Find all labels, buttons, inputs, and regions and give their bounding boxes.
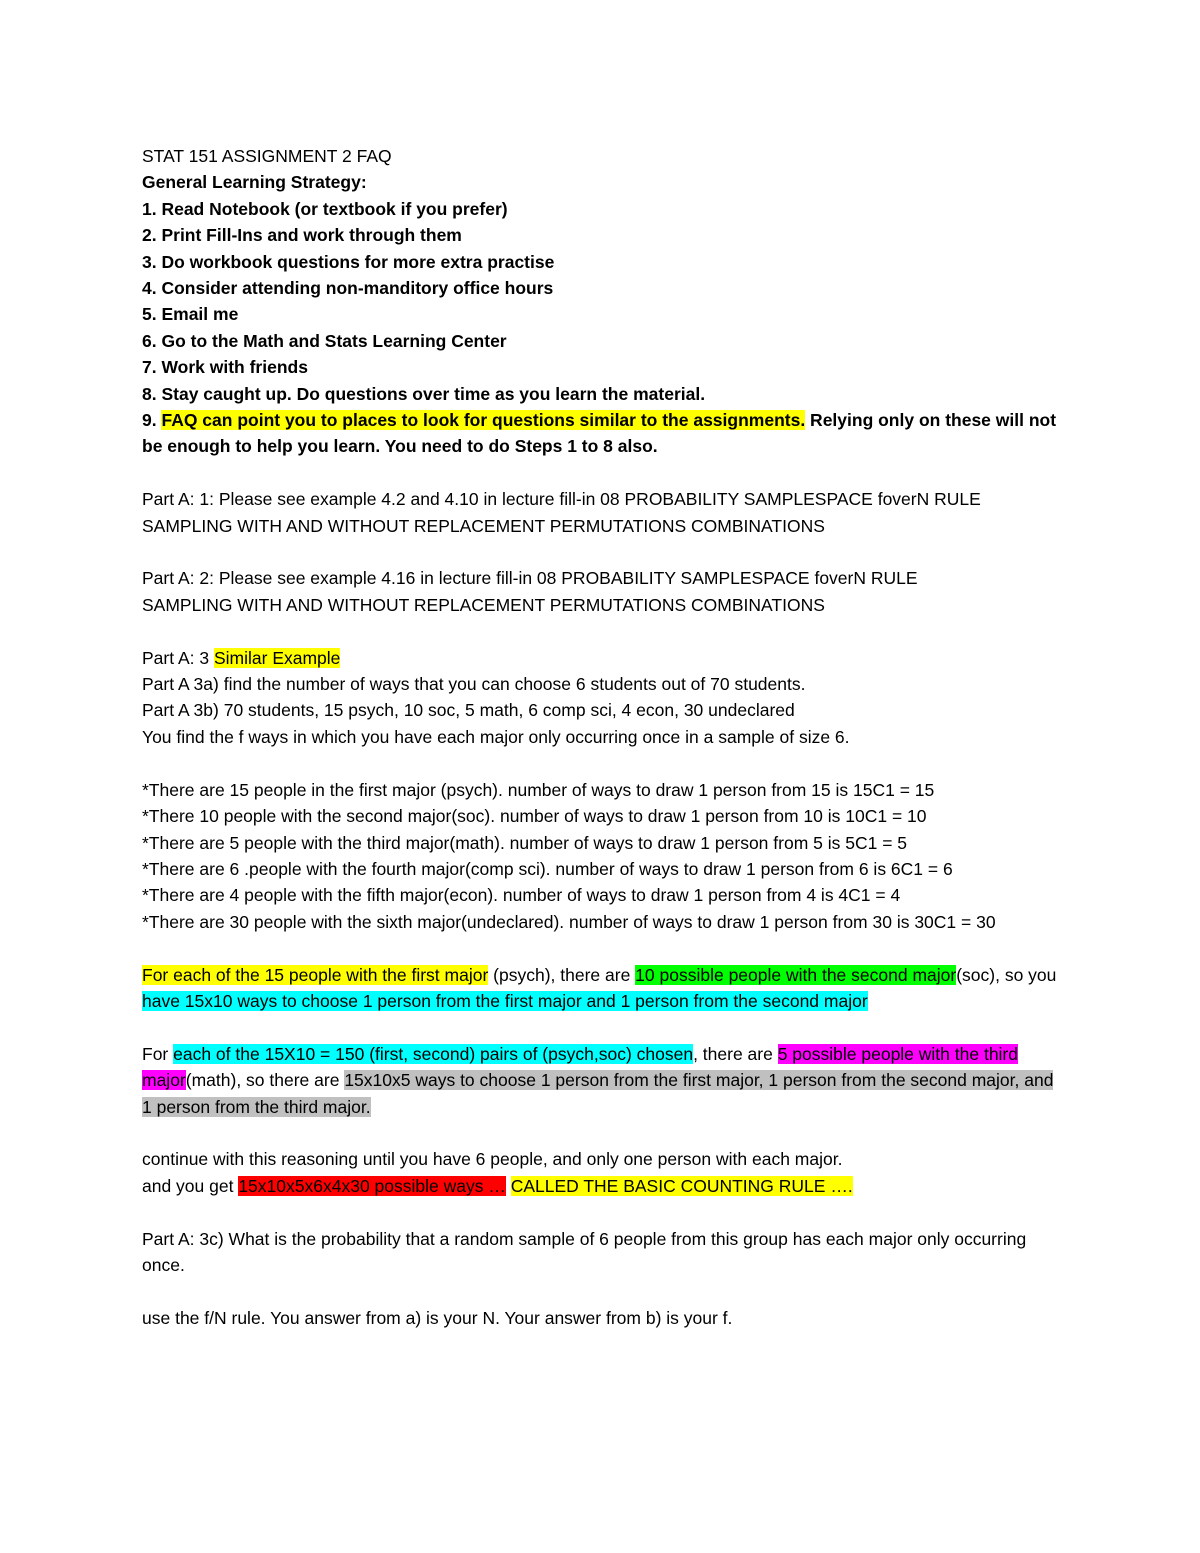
counting-rule-prefix: and you get [142, 1175, 239, 1196]
strategy-item: 1. Read Notebook (or textbook if you prefer) [142, 198, 508, 219]
major-line: *There are 6 .people with the fourth major(comp sci). number of ways to draw 1 person from 6 is 6C1 = 6 [142, 858, 953, 879]
part-a2-line: SAMPLING WITH AND WITHOUT REPLACEMENT PERMUTATIONS COMBINATIONS [142, 594, 825, 615]
para1-text: (soc), so you [956, 964, 1057, 985]
major-line: *There are 4 people with the fifth major(econ). number of ways to draw 1 person from 4 is 4C1 = 4 [142, 885, 901, 906]
continue-reasoning: continue with this reasoning until you have 6 people, and only one person with each major. [142, 1149, 843, 1170]
spacer [142, 539, 1062, 565]
spacer [142, 1199, 1062, 1225]
strategy-item-9-highlight: FAQ can point you to places to look for questions similar to the assignments. [161, 410, 806, 431]
para2-text: For [142, 1043, 174, 1064]
part-a3b: Part A 3b) 70 students, 15 psych, 10 soc, 5 math, 6 comp sci, 4 econ, 30 undeclared [142, 700, 795, 721]
highlight-third-major: 5 possible people with the third major [142, 1043, 1018, 1091]
part-a3a: Part A 3a) find the number of ways that you can choose 6 students out of 70 students. [142, 674, 806, 695]
strategy-item: 5. Email me [142, 304, 239, 325]
highlight-combined-ways: have 15x10 ways to choose 1 person from the first major and 1 person from the second major [142, 990, 868, 1011]
highlight-three-major-ways: 15x10x5 ways to choose 1 person from the first major, 1 person from the second major, and 1 person from the third major. [142, 1070, 1054, 1117]
strategy-item: 2. Print Fill-Ins and work through them [142, 225, 462, 246]
part-a3-heading [142, 645, 1062, 671]
paragraph-third-major [142, 1041, 1062, 1120]
strategy-item-9 [142, 407, 1062, 460]
strategy-item: 7. Work with friends [142, 357, 308, 378]
counting-rule-space [506, 1176, 511, 1196]
spacer [142, 618, 1062, 644]
part-a1-line: SAMPLING WITH AND WITHOUT REPLACEMENT PERMUTATIONS COMBINATIONS [142, 515, 825, 536]
document-title: STAT 151 ASSIGNMENT 2 FAQ [142, 146, 392, 166]
document-page [142, 143, 1062, 1331]
strategy-item: 8. Stay caught up. Do questions over time as you learn the material. [142, 383, 706, 404]
spacer [142, 460, 1062, 486]
part-a3-heading-highlight: Similar Example [213, 647, 341, 668]
part-a3-heading-prefix: Part A: 3 [142, 647, 214, 668]
spacer [142, 1278, 1062, 1304]
part-a3c: Part A: 3c) What is the probability that a random sample of 6 people from this group has each major only occurring once. [142, 1228, 1027, 1275]
spacer [142, 750, 1062, 776]
spacer [142, 1120, 1062, 1146]
strategy-heading: General Learning Strategy: [142, 172, 367, 193]
major-line: *There are 30 people with the sixth major(undeclared). number of ways to draw 1 person from 30 is 30C1 = 30 [142, 911, 996, 932]
strategy-item: 3. Do workbook questions for more extra practise [142, 251, 555, 272]
spacer [142, 935, 1062, 961]
major-line: *There are 15 people in the first major (psych). number of ways to draw 1 person from 15 is 15C1 = 15 [142, 779, 935, 800]
counting-rule-line [142, 1173, 1062, 1199]
strategy-item-9-number: 9. [142, 410, 162, 431]
highlight-basic-counting-rule: CALLED THE BASIC COUNTING RULE …. [510, 1175, 853, 1196]
highlight-second-major: 10 possible people with the second major [635, 964, 957, 985]
para2-text: (math), so there are [185, 1070, 345, 1091]
part-a1-line: Part A: 1: Please see example 4.2 and 4.10 in lecture fill-in 08 PROBABILITY SAMPLESPACE foverN RULE [142, 489, 981, 510]
part-a3-find: You find the f ways in which you have each major only occurring once in a sample of size 6. [142, 726, 850, 747]
final-instruction: use the f/N rule. You answer from a) is your N. Your answer from b) is your f. [142, 1307, 733, 1328]
strategy-item-9-rest: Relying only on these will not be enough to help you learn. You need to do Steps 1 to 8 also. [142, 410, 1057, 457]
strategy-item: 4. Consider attending non-manditory office hours [142, 278, 554, 299]
highlight-first-major: For each of the 15 people with the first major [142, 964, 489, 985]
highlight-pairs: each of the 15X10 = 150 (first, second) pairs of (psych,soc) chosen [173, 1043, 694, 1064]
major-line: *There are 5 people with the third major(math). number of ways to draw 1 person from 5 is 5C1 = 5 [142, 832, 908, 853]
paragraph-first-second-major [142, 962, 1062, 1015]
major-line: *There 10 people with the second major(soc). number of ways to draw 1 person from 10 is 10C1 = 10 [142, 806, 927, 827]
highlight-possible-ways: 15x10x5x6x4x30 possible ways … [238, 1175, 506, 1196]
strategy-item: 6. Go to the Math and Stats Learning Center [142, 330, 507, 351]
spacer [142, 1014, 1062, 1040]
para2-text: , there are [693, 1043, 778, 1064]
part-a2-line: Part A: 2: Please see example 4.16 in lecture fill-in 08 PROBABILITY SAMPLESPACE foverN RULE [142, 568, 918, 589]
para1-text: (psych), there are [488, 964, 636, 985]
